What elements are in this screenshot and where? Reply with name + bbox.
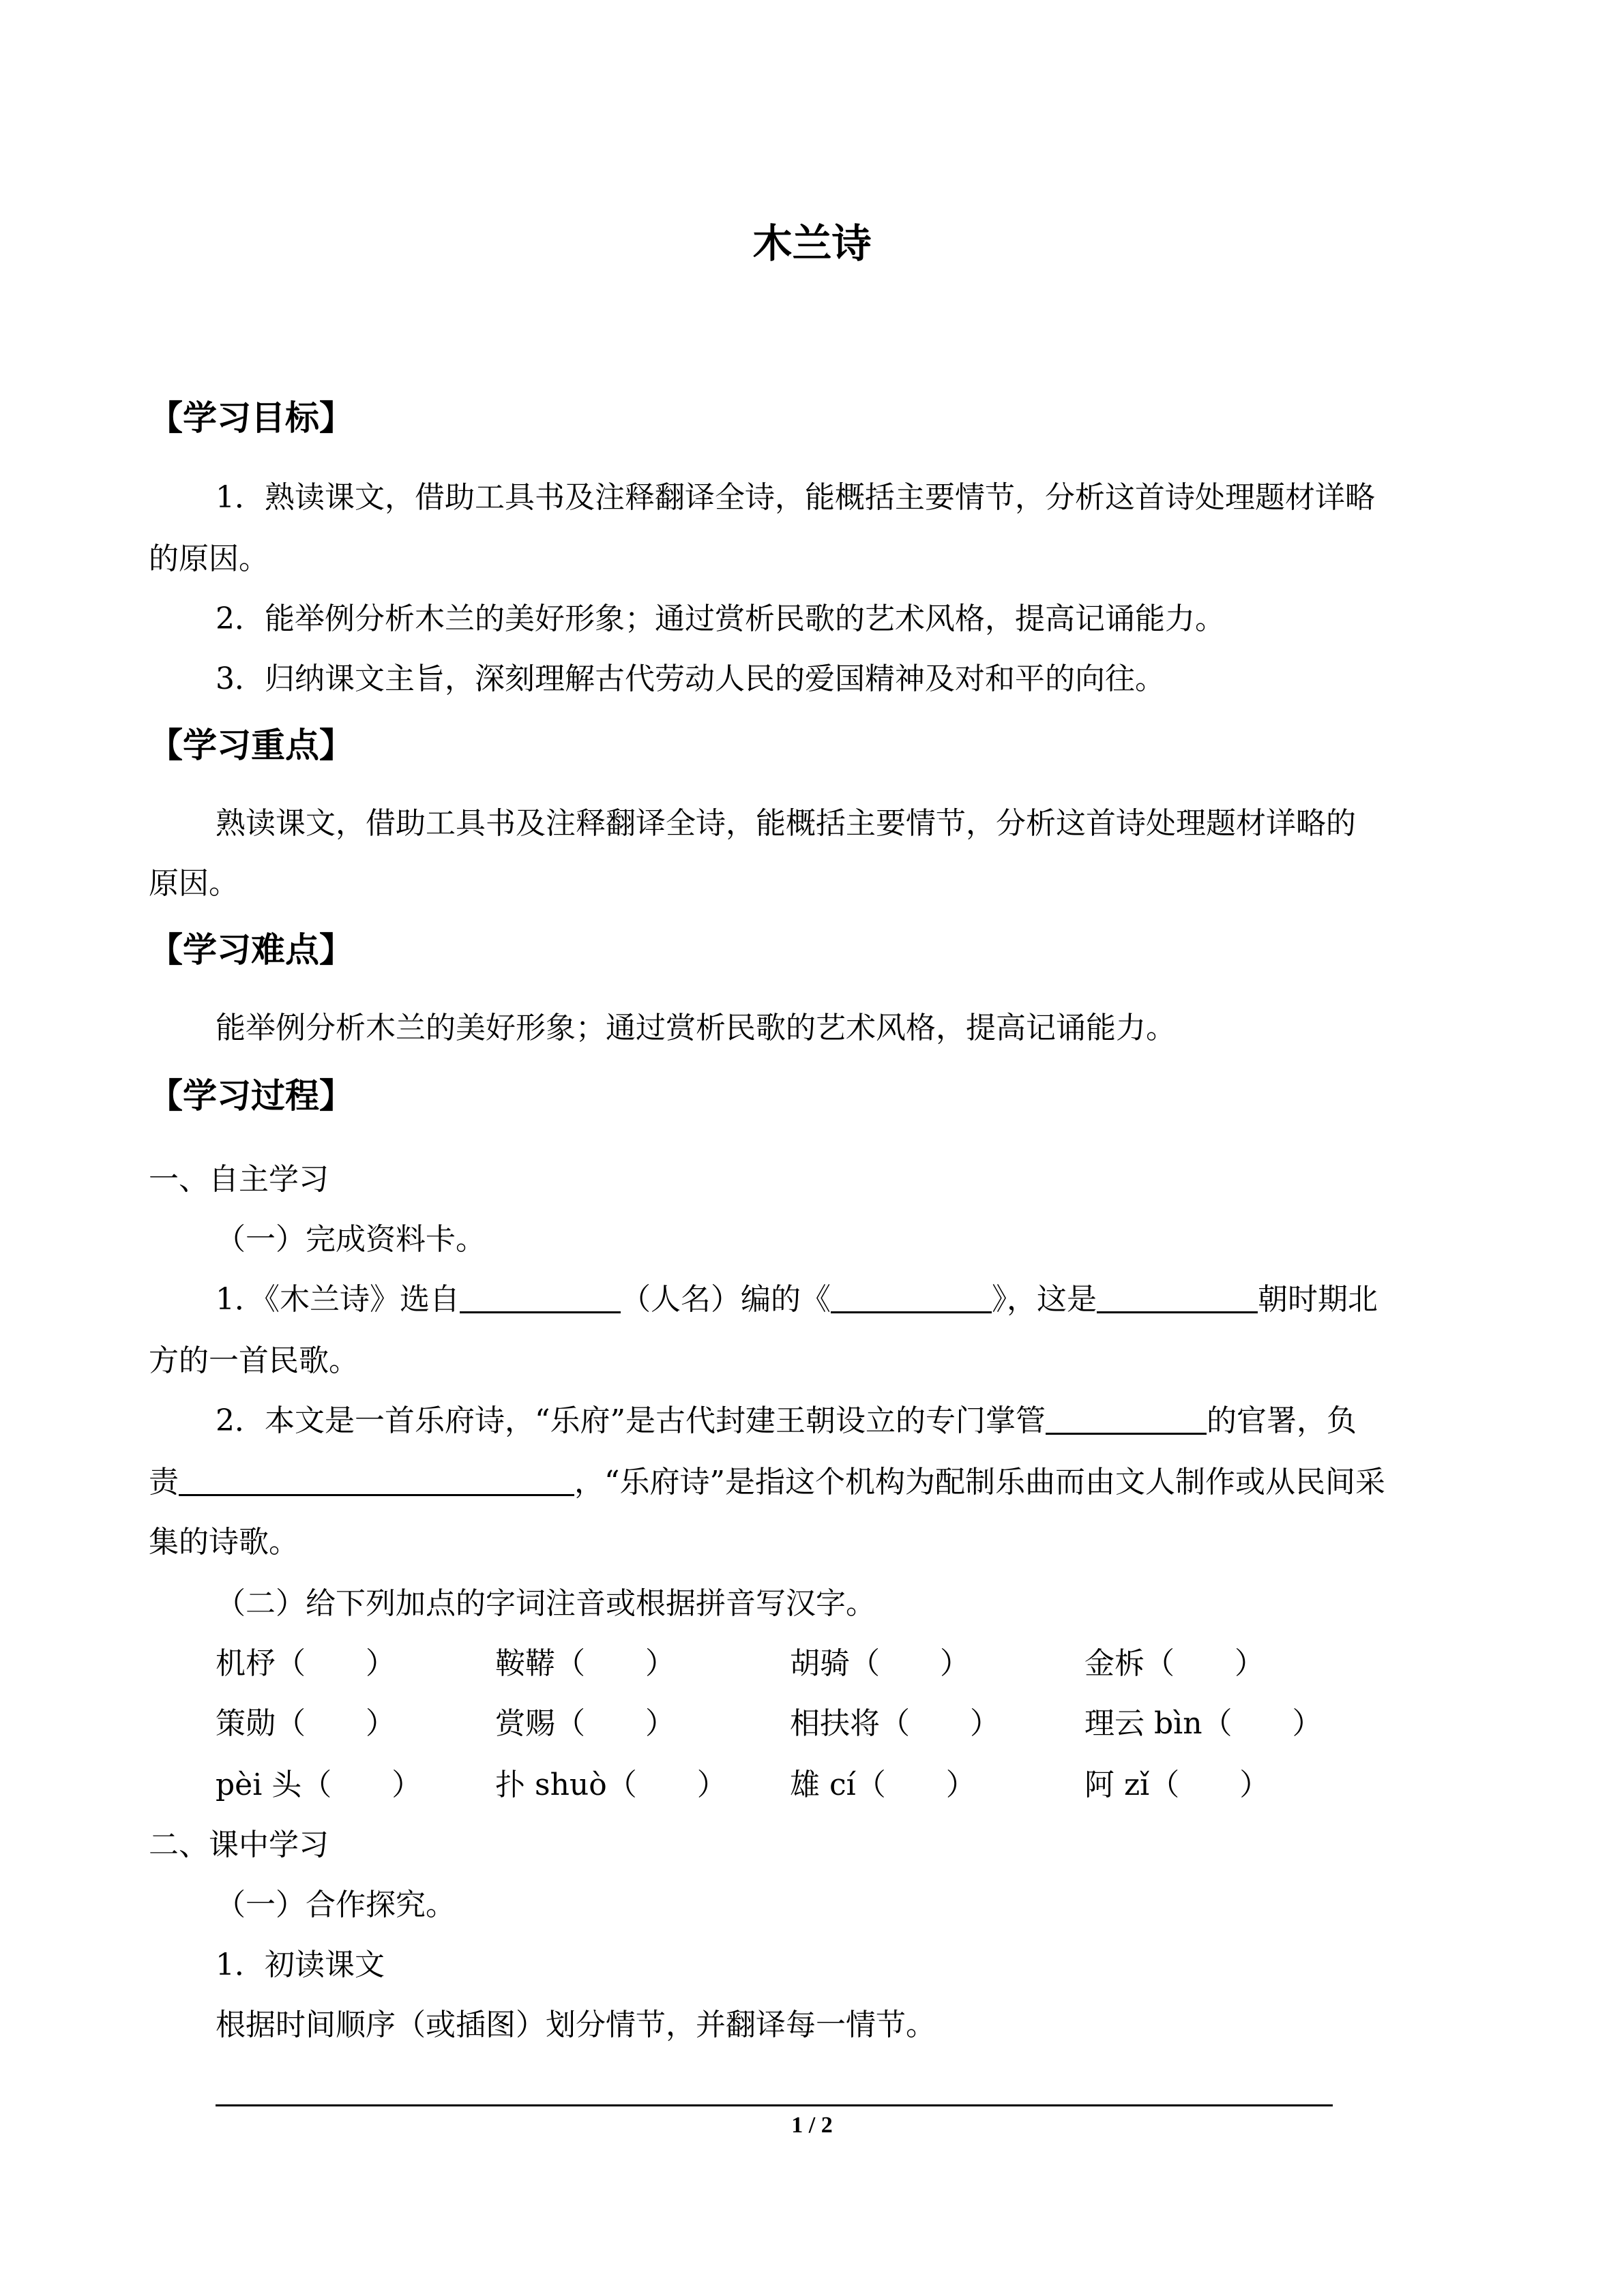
page-title: 木兰诗 — [752, 220, 872, 267]
goal-item-2: 2．能举例分析木兰的美好形象；通过赏析民歌的艺术风格，提高记诵能力。 — [216, 601, 1225, 636]
q1-text-c: 》，这是 — [992, 1282, 1097, 1317]
pinyin-item: 雄 cí（ ） — [790, 1768, 976, 1802]
pinyin-item: 扑 shuò（ ） — [495, 1768, 727, 1802]
q1-text-d: 朝时期北 — [1258, 1282, 1378, 1317]
goal-item-1-line2: 的原因。 — [149, 541, 269, 576]
part1-sub1: （一）完成资料卡。 — [216, 1222, 486, 1257]
q1-line1 — [216, 1279, 1378, 1320]
pinyin-item: 理云 bìn（ ） — [1084, 1706, 1323, 1741]
pinyin-item: 相扶将（ ） — [790, 1706, 1000, 1741]
goal-item-3: 3．归纳课文主旨，深刻理解古代劳动人民的爱国精神及对和平的向往。 — [216, 661, 1165, 696]
q2-line3: 集的诗歌。 — [149, 1525, 299, 1560]
q2-text-a: 2．本文是一首乐府诗，“乐府”是古代封建王朝设立的专门掌管 — [216, 1403, 1046, 1438]
q2-blank-manage[interactable] — [1046, 1401, 1207, 1435]
part2-item1: 1．初读课文 — [216, 1948, 385, 1982]
q2-blank-duty[interactable] — [179, 1463, 574, 1496]
q1-text-b: （人名）编的《 — [621, 1282, 831, 1317]
q1-blank-dynasty[interactable] — [1097, 1280, 1258, 1313]
pinyin-item: 金柝（ ） — [1084, 1646, 1265, 1681]
q1-line2: 方的一首民歌。 — [149, 1343, 359, 1378]
q1-blank-book[interactable] — [831, 1280, 992, 1313]
pinyin-item: 赏赐（ ） — [495, 1706, 675, 1741]
pinyin-item: pèi 头（ ） — [216, 1768, 422, 1802]
pinyin-item: 策勋（ ） — [216, 1706, 396, 1741]
q1-blank-author[interactable] — [460, 1280, 621, 1313]
key-points-line1: 熟读课文，借助工具书及注释翻译全诗，能概括主要情节，分析这首诗处理题材详略的 — [216, 806, 1356, 841]
q2-line1 — [216, 1401, 1357, 1442]
part1-sub2: （二）给下列加点的字词注音或根据拼音写汉字。 — [216, 1586, 876, 1621]
section-heading-goals: 【学习目标】 — [149, 398, 353, 438]
pinyin-item: 鞍鞯（ ） — [495, 1646, 675, 1681]
q2-line2 — [149, 1462, 1385, 1503]
section-heading-key-points: 【学习重点】 — [149, 726, 353, 765]
pinyin-item: 胡骑（ ） — [790, 1646, 970, 1681]
goal-item-1-line1: 1．熟读课文，借助工具书及注释翻译全诗，能概括主要情节，分析这首诗处理题材详略 — [216, 480, 1375, 515]
difficulties-line1: 能举例分析木兰的美好形象；通过赏析民歌的艺术风格，提高记诵能力。 — [216, 1011, 1176, 1045]
footer-divider — [216, 2104, 1333, 2106]
section-heading-process: 【学习过程】 — [149, 1076, 353, 1116]
page-number: 1 / 2 — [791, 2113, 833, 2138]
q2-text-d: ，“乐府诗”是指这个机构为配制乐曲而由文人制作或从民间采 — [574, 1465, 1385, 1500]
part2-item1-desc: 根据时间顺序（或插图）划分情节，并翻译每一情节。 — [216, 2008, 936, 2042]
part2-sub1: （一）合作探究。 — [216, 1888, 456, 1922]
pinyin-item: 机杼（ ） — [216, 1646, 396, 1681]
q2-text-c: 责 — [149, 1465, 179, 1500]
pinyin-item: 阿 zǐ（ ） — [1084, 1768, 1270, 1802]
part2-title: 二、课中学习 — [149, 1828, 329, 1862]
q2-text-b: 的官署，负 — [1206, 1403, 1357, 1438]
section-heading-difficulties: 【学习难点】 — [149, 930, 353, 970]
q1-text-a: 1．《木兰诗》选自 — [216, 1282, 460, 1317]
key-points-line2: 原因。 — [149, 866, 239, 901]
part1-title: 一、自主学习 — [149, 1162, 329, 1197]
